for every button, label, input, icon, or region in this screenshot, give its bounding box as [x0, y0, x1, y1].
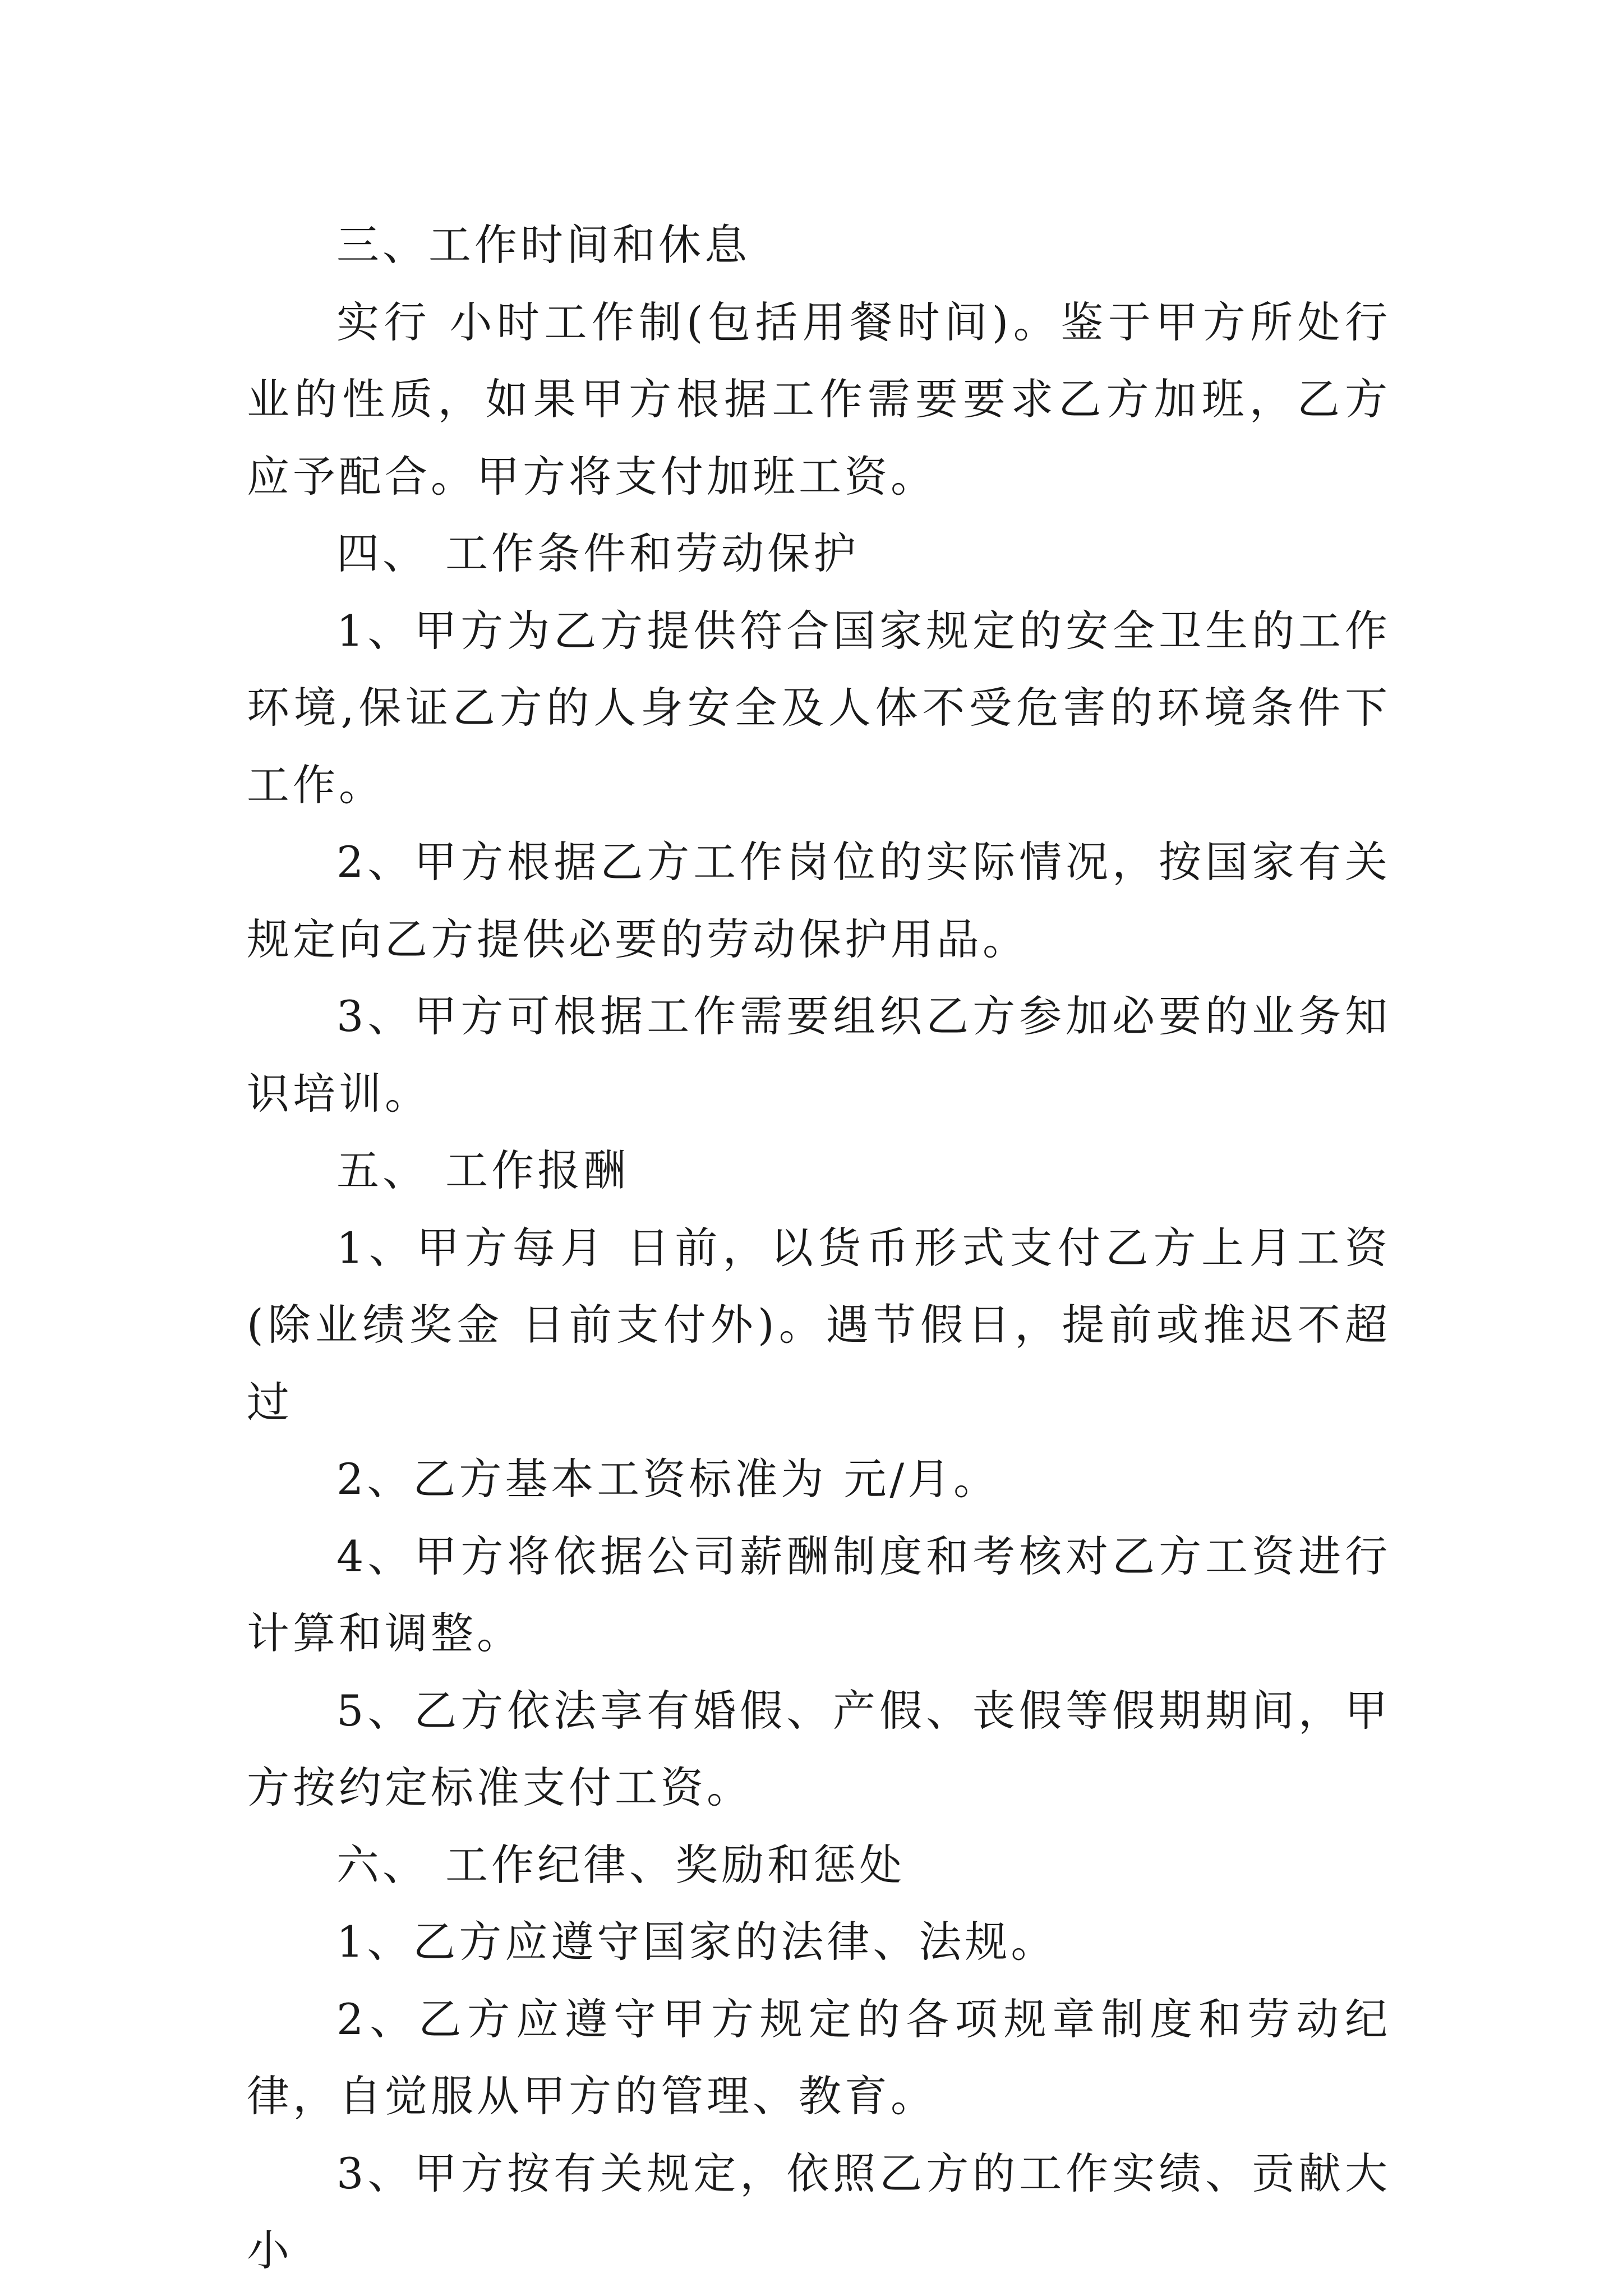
paragraph-remuneration-1: 1、甲方每月 日前，以货币形式支付乙方上月工资(除业绩奖金 日前支付外)。遇节假日，提前或推迟不超过	[247, 1222, 1391, 1427]
paragraph-remuneration-4: 4、甲方将依据公司薪酬制度和考核对乙方工资进行计算和调整。	[247, 1531, 1391, 1658]
document-body	[247, 206, 1391, 2289]
paragraph-discipline-1: 1、乙方应遵守国家的法律、法规。	[336, 1917, 1057, 1967]
paragraph-remuneration-2: 2、乙方基本工资标准为 元/月。	[336, 1454, 1000, 1504]
paragraph-discipline-2: 2、乙方应遵守甲方规定的各项规章制度和劳动纪律，自觉服从甲方的管理、教育。	[247, 1994, 1391, 2121]
paragraph-remuneration-5: 5、乙方依法享有婚假、产假、丧假等假期期间，甲方按约定标准支付工资。	[247, 1685, 1391, 1812]
paragraph-work-hours: 实行 小时工作制(包括用餐时间)。鉴于甲方所处行业的性质，如果甲方根据工作需要要求乙方加班，乙方应予配合。甲方将支付加班工资。	[247, 297, 1391, 501]
section-heading-discipline: 六、 工作纪律、奖励和惩处	[336, 1839, 906, 1890]
paragraph-discipline-3: 3、甲方按有关规定，依照乙方的工作实绩、贡献大小	[247, 2148, 1391, 2275]
paragraph-conditions-2: 2、甲方根据乙方工作岗位的实际情况，按国家有关规定向乙方提供必要的劳动保护用品。	[247, 837, 1391, 964]
section-heading-working-conditions: 四、 工作条件和劳动保护	[336, 528, 860, 578]
paragraph-conditions-3: 3、甲方可根据工作需要组织乙方参加必要的业务知识培训。	[247, 991, 1391, 1119]
paragraph-conditions-1: 1、甲方为乙方提供符合国家规定的安全卫生的工作环境,保证乙方的人身安全及人体不受危害的环境条件下工作。	[247, 605, 1391, 810]
section-heading-remuneration: 五、 工作报酬	[336, 1145, 630, 1195]
section-heading-work-hours: 三、工作时间和休息	[336, 220, 750, 270]
